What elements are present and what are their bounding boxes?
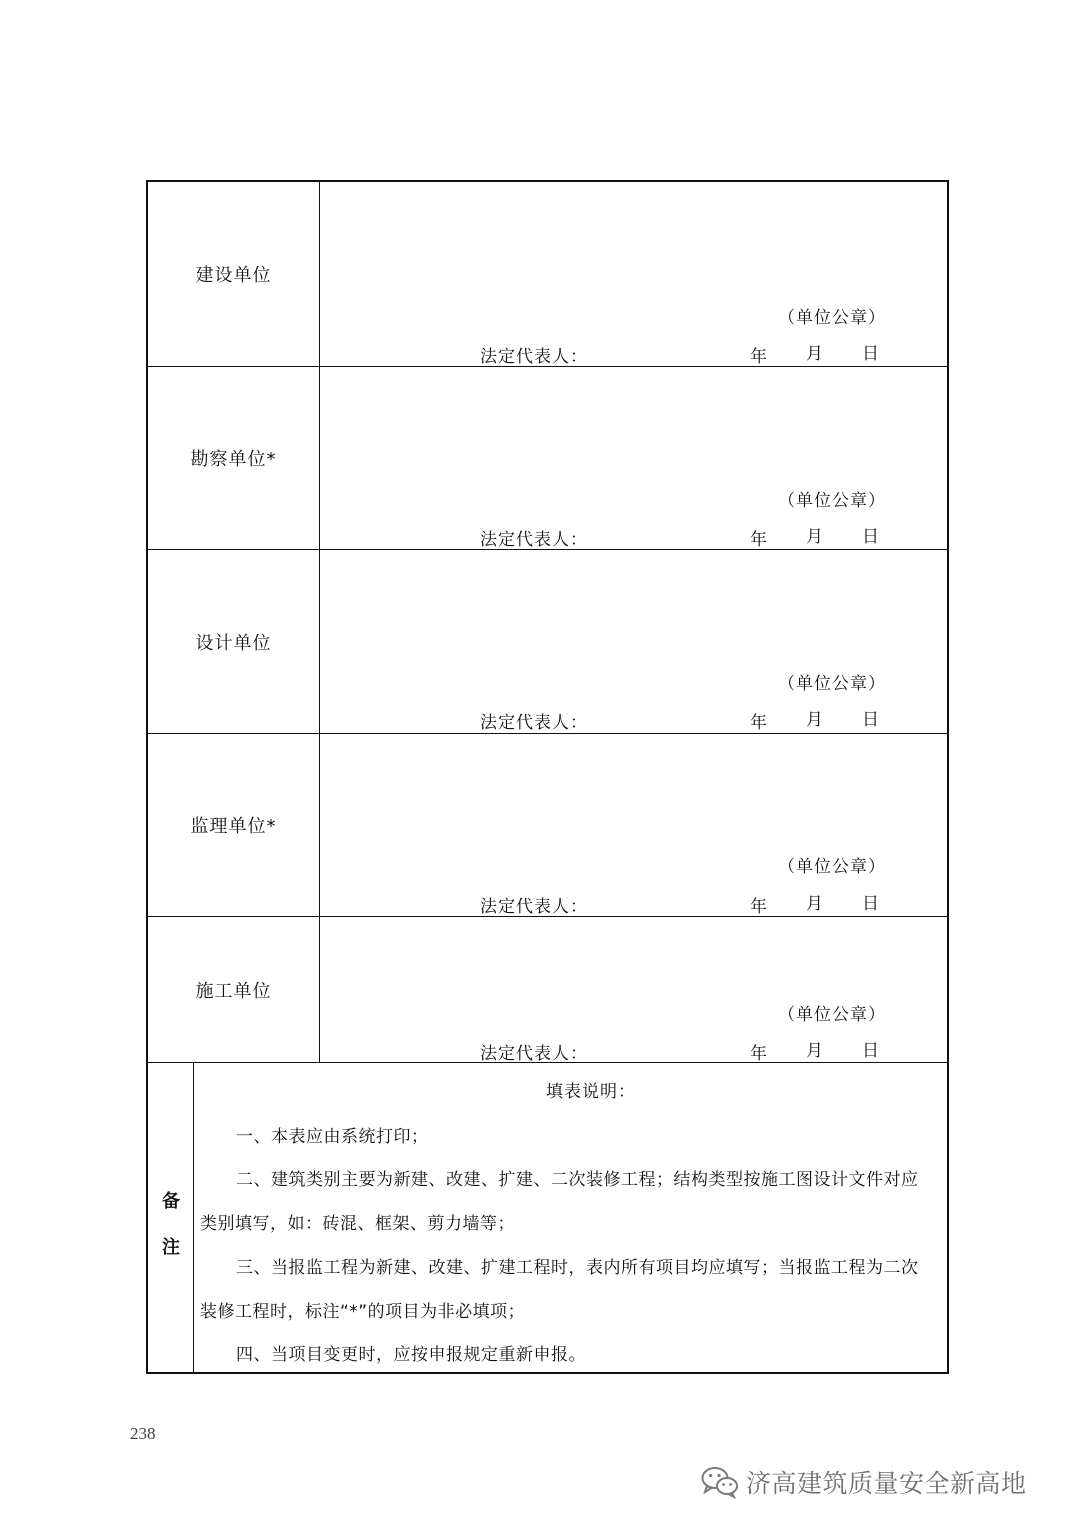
seal-note: （单位公章） — [778, 857, 886, 877]
row-label: 设计单位 — [148, 550, 320, 733]
date-year-label: 年 — [750, 1044, 767, 1064]
seal-note: （单位公章） — [778, 674, 886, 694]
remarks-label — [148, 1063, 194, 1372]
instructions-title: 填表说明： — [546, 1082, 636, 1102]
instruction-line: 装修工程时，标注“*”的项目为非必填项； — [200, 1302, 526, 1322]
date-day-label: 日 — [862, 1041, 879, 1061]
signature-area[interactable] — [320, 734, 947, 916]
seal-note: （单位公章） — [778, 1005, 886, 1025]
legal-representative-label: 法定代表人： — [480, 897, 588, 917]
remarks-label-char-1: 备 — [162, 1191, 180, 1212]
remarks-body — [194, 1063, 947, 1372]
signature-area[interactable] — [320, 917, 947, 1062]
instruction-line: 二、建筑类别主要为新建、改建、扩建、二次装修工程；结构类型按施工图设计文件对应 — [236, 1170, 919, 1190]
registration-form-table — [146, 180, 949, 1374]
form-row-design-unit — [148, 550, 947, 734]
row-label: 施工单位 — [148, 917, 320, 1062]
watermark-text: 济高建筑质量安全新高地 — [746, 1469, 1027, 1498]
date-month-label: 月 — [806, 527, 823, 547]
legal-representative-label: 法定代表人： — [480, 1044, 588, 1064]
date-month-label: 月 — [806, 1041, 823, 1061]
wechat-icon — [700, 1465, 740, 1499]
date-year-label: 年 — [750, 897, 767, 917]
instruction-line: 一、本表应由系统打印； — [236, 1127, 429, 1147]
date-year-label: 年 — [750, 713, 767, 733]
instruction-line: 四、当项目变更时，应按申报规定重新申报。 — [236, 1345, 586, 1365]
signature-area[interactable] — [320, 182, 947, 366]
form-row-supervision-unit — [148, 734, 947, 917]
seal-note: （单位公章） — [778, 491, 886, 511]
date-day-label: 日 — [862, 527, 879, 547]
watermark — [700, 1462, 1027, 1502]
date-month-label: 月 — [806, 894, 823, 914]
remarks-section — [148, 1063, 947, 1372]
page-number: 238 — [130, 1424, 156, 1443]
row-label: 建设单位 — [148, 182, 320, 366]
row-label: 监理单位* — [148, 734, 320, 916]
row-label: 勘察单位* — [148, 367, 320, 549]
date-day-label: 日 — [862, 894, 879, 914]
seal-note: （单位公章） — [778, 308, 886, 328]
date-year-label: 年 — [750, 347, 767, 367]
signature-area[interactable] — [320, 367, 947, 549]
signature-area[interactable] — [320, 550, 947, 733]
date-day-label: 日 — [862, 710, 879, 730]
form-row-construction-unit — [148, 182, 947, 367]
instruction-line: 类别填写，如：砖混、框架、剪力墙等； — [200, 1214, 515, 1234]
date-month-label: 月 — [806, 344, 823, 364]
form-row-construction-contractor — [148, 917, 947, 1063]
date-year-label: 年 — [750, 530, 767, 550]
date-day-label: 日 — [862, 344, 879, 364]
instruction-line: 三、当报监工程为新建、改建、扩建工程时，表内所有项目均应填写；当报监工程为二次 — [236, 1258, 919, 1278]
legal-representative-label: 法定代表人： — [480, 530, 588, 550]
date-month-label: 月 — [806, 710, 823, 730]
legal-representative-label: 法定代表人： — [480, 713, 588, 733]
form-row-survey-unit — [148, 367, 947, 550]
legal-representative-label: 法定代表人： — [480, 347, 588, 367]
remarks-label-char-2: 注 — [162, 1237, 180, 1258]
